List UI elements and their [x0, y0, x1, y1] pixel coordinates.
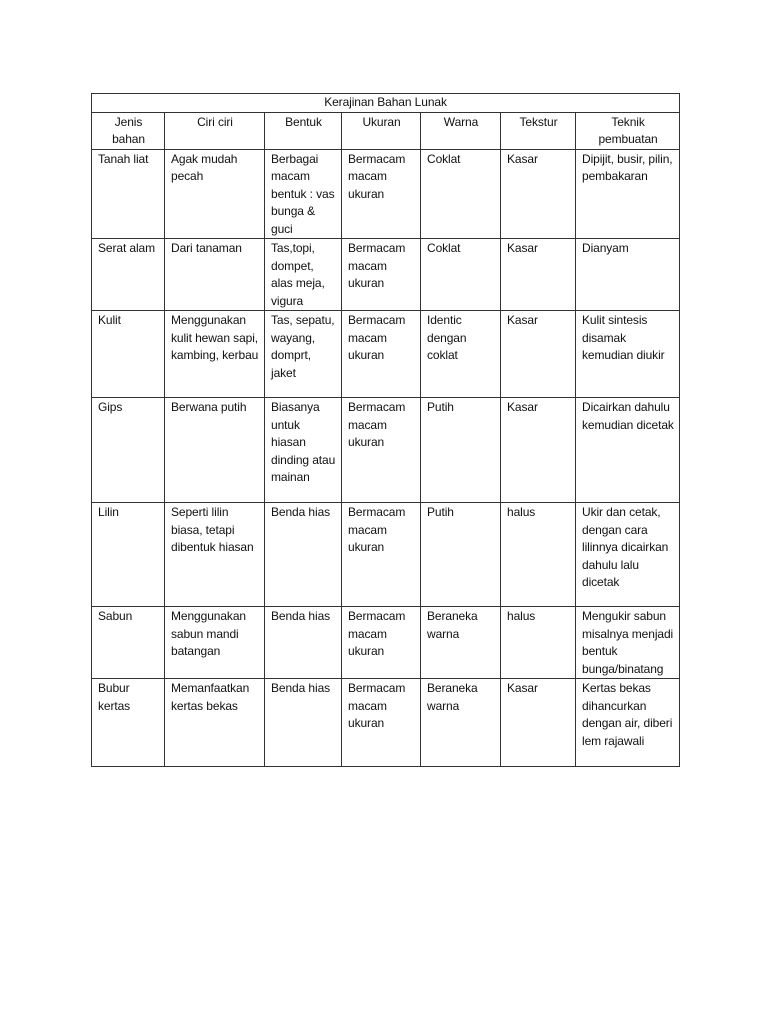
- table-cell: Benda hias: [265, 503, 342, 607]
- column-header: Tekstur: [501, 112, 576, 149]
- crafts-table: [91, 93, 680, 767]
- table-cell: Dipijit, busir, pilin, pembakaran: [576, 149, 680, 239]
- table-cell: Berbagai macam bentuk : vas bunga & guci: [265, 149, 342, 239]
- table-cell: Memanfaatkan kertas bekas: [165, 679, 265, 767]
- table-cell: Bermacam macam ukuran: [342, 239, 421, 311]
- table-cell: Putih: [421, 398, 501, 503]
- table-cell: Kasar: [501, 311, 576, 398]
- table-cell: Dari tanaman: [165, 239, 265, 311]
- table-cell: Biasanya untuk hiasan dinding atau mainan: [265, 398, 342, 503]
- table-row: [92, 398, 680, 503]
- column-header: Bentuk: [265, 112, 342, 149]
- table-cell: Bubur kertas: [92, 679, 165, 767]
- table-cell: Seperti lilin biasa, tetapi dibentuk hiasan: [165, 503, 265, 607]
- column-header: Teknik pembuatan: [576, 112, 680, 149]
- table-cell: Bermacam macam ukuran: [342, 149, 421, 239]
- table-cell: Agak mudah pecah: [165, 149, 265, 239]
- table-cell: Sabun: [92, 607, 165, 679]
- table-cell: Menggunakan sabun mandi batangan: [165, 607, 265, 679]
- table-cell: Benda hias: [265, 607, 342, 679]
- table-cell: Tanah liat: [92, 149, 165, 239]
- table-row: [92, 679, 680, 767]
- table-cell: Bermacam macam ukuran: [342, 311, 421, 398]
- table-cell: Kasar: [501, 239, 576, 311]
- table-cell: Beraneka warna: [421, 607, 501, 679]
- table-row: [92, 239, 680, 311]
- table-cell: Kulit: [92, 311, 165, 398]
- table-cell: Kertas bekas dihancurkan dengan air, diberi lem rajawali: [576, 679, 680, 767]
- table-row: [92, 607, 680, 679]
- table-cell: Coklat: [421, 239, 501, 311]
- table-cell: Kulit sintesis disamak kemudian diukir: [576, 311, 680, 398]
- table-cell: Kasar: [501, 149, 576, 239]
- table-cell: Bermacam macam ukuran: [342, 398, 421, 503]
- table-row: [92, 503, 680, 607]
- table-row: [92, 311, 680, 398]
- table-title: Kerajinan Bahan Lunak: [92, 94, 680, 113]
- title-row: [92, 94, 680, 113]
- table-cell: Tas,topi, dompet, alas meja, vigura: [265, 239, 342, 311]
- header-row: [92, 112, 680, 149]
- table-cell: Lilin: [92, 503, 165, 607]
- column-header: Jenis bahan: [92, 112, 165, 149]
- table-cell: Dicairkan dahulu kemudian dicetak: [576, 398, 680, 503]
- table-cell: Identic dengan coklat: [421, 311, 501, 398]
- table-cell: Bermacam macam ukuran: [342, 607, 421, 679]
- table-cell: Serat alam: [92, 239, 165, 311]
- table-cell: Ukir dan cetak, dengan cara lilinnya dicairkan dahulu lalu dicetak: [576, 503, 680, 607]
- table-cell: Menggunakan kulit hewan sapi, kambing, kerbau: [165, 311, 265, 398]
- table-cell: Beraneka warna: [421, 679, 501, 767]
- table-cell: Kasar: [501, 398, 576, 503]
- table-cell: Dianyam: [576, 239, 680, 311]
- table-cell: Coklat: [421, 149, 501, 239]
- table-cell: Kasar: [501, 679, 576, 767]
- column-header: Warna: [421, 112, 501, 149]
- table-cell: Tas, sepatu, wayang, domprt, jaket: [265, 311, 342, 398]
- table-cell: Berwana putih: [165, 398, 265, 503]
- table-cell: Bermacam macam ukuran: [342, 503, 421, 607]
- table-cell: Putih: [421, 503, 501, 607]
- table-cell: Benda hias: [265, 679, 342, 767]
- table-row: [92, 149, 680, 239]
- table-cell: halus: [501, 503, 576, 607]
- column-header: Ukuran: [342, 112, 421, 149]
- table-cell: Bermacam macam ukuran: [342, 679, 421, 767]
- column-header: Ciri ciri: [165, 112, 265, 149]
- table-cell: halus: [501, 607, 576, 679]
- table-cell: Mengukir sabun misalnya menjadi bentuk bunga/binatang: [576, 607, 680, 679]
- table-cell: Gips: [92, 398, 165, 503]
